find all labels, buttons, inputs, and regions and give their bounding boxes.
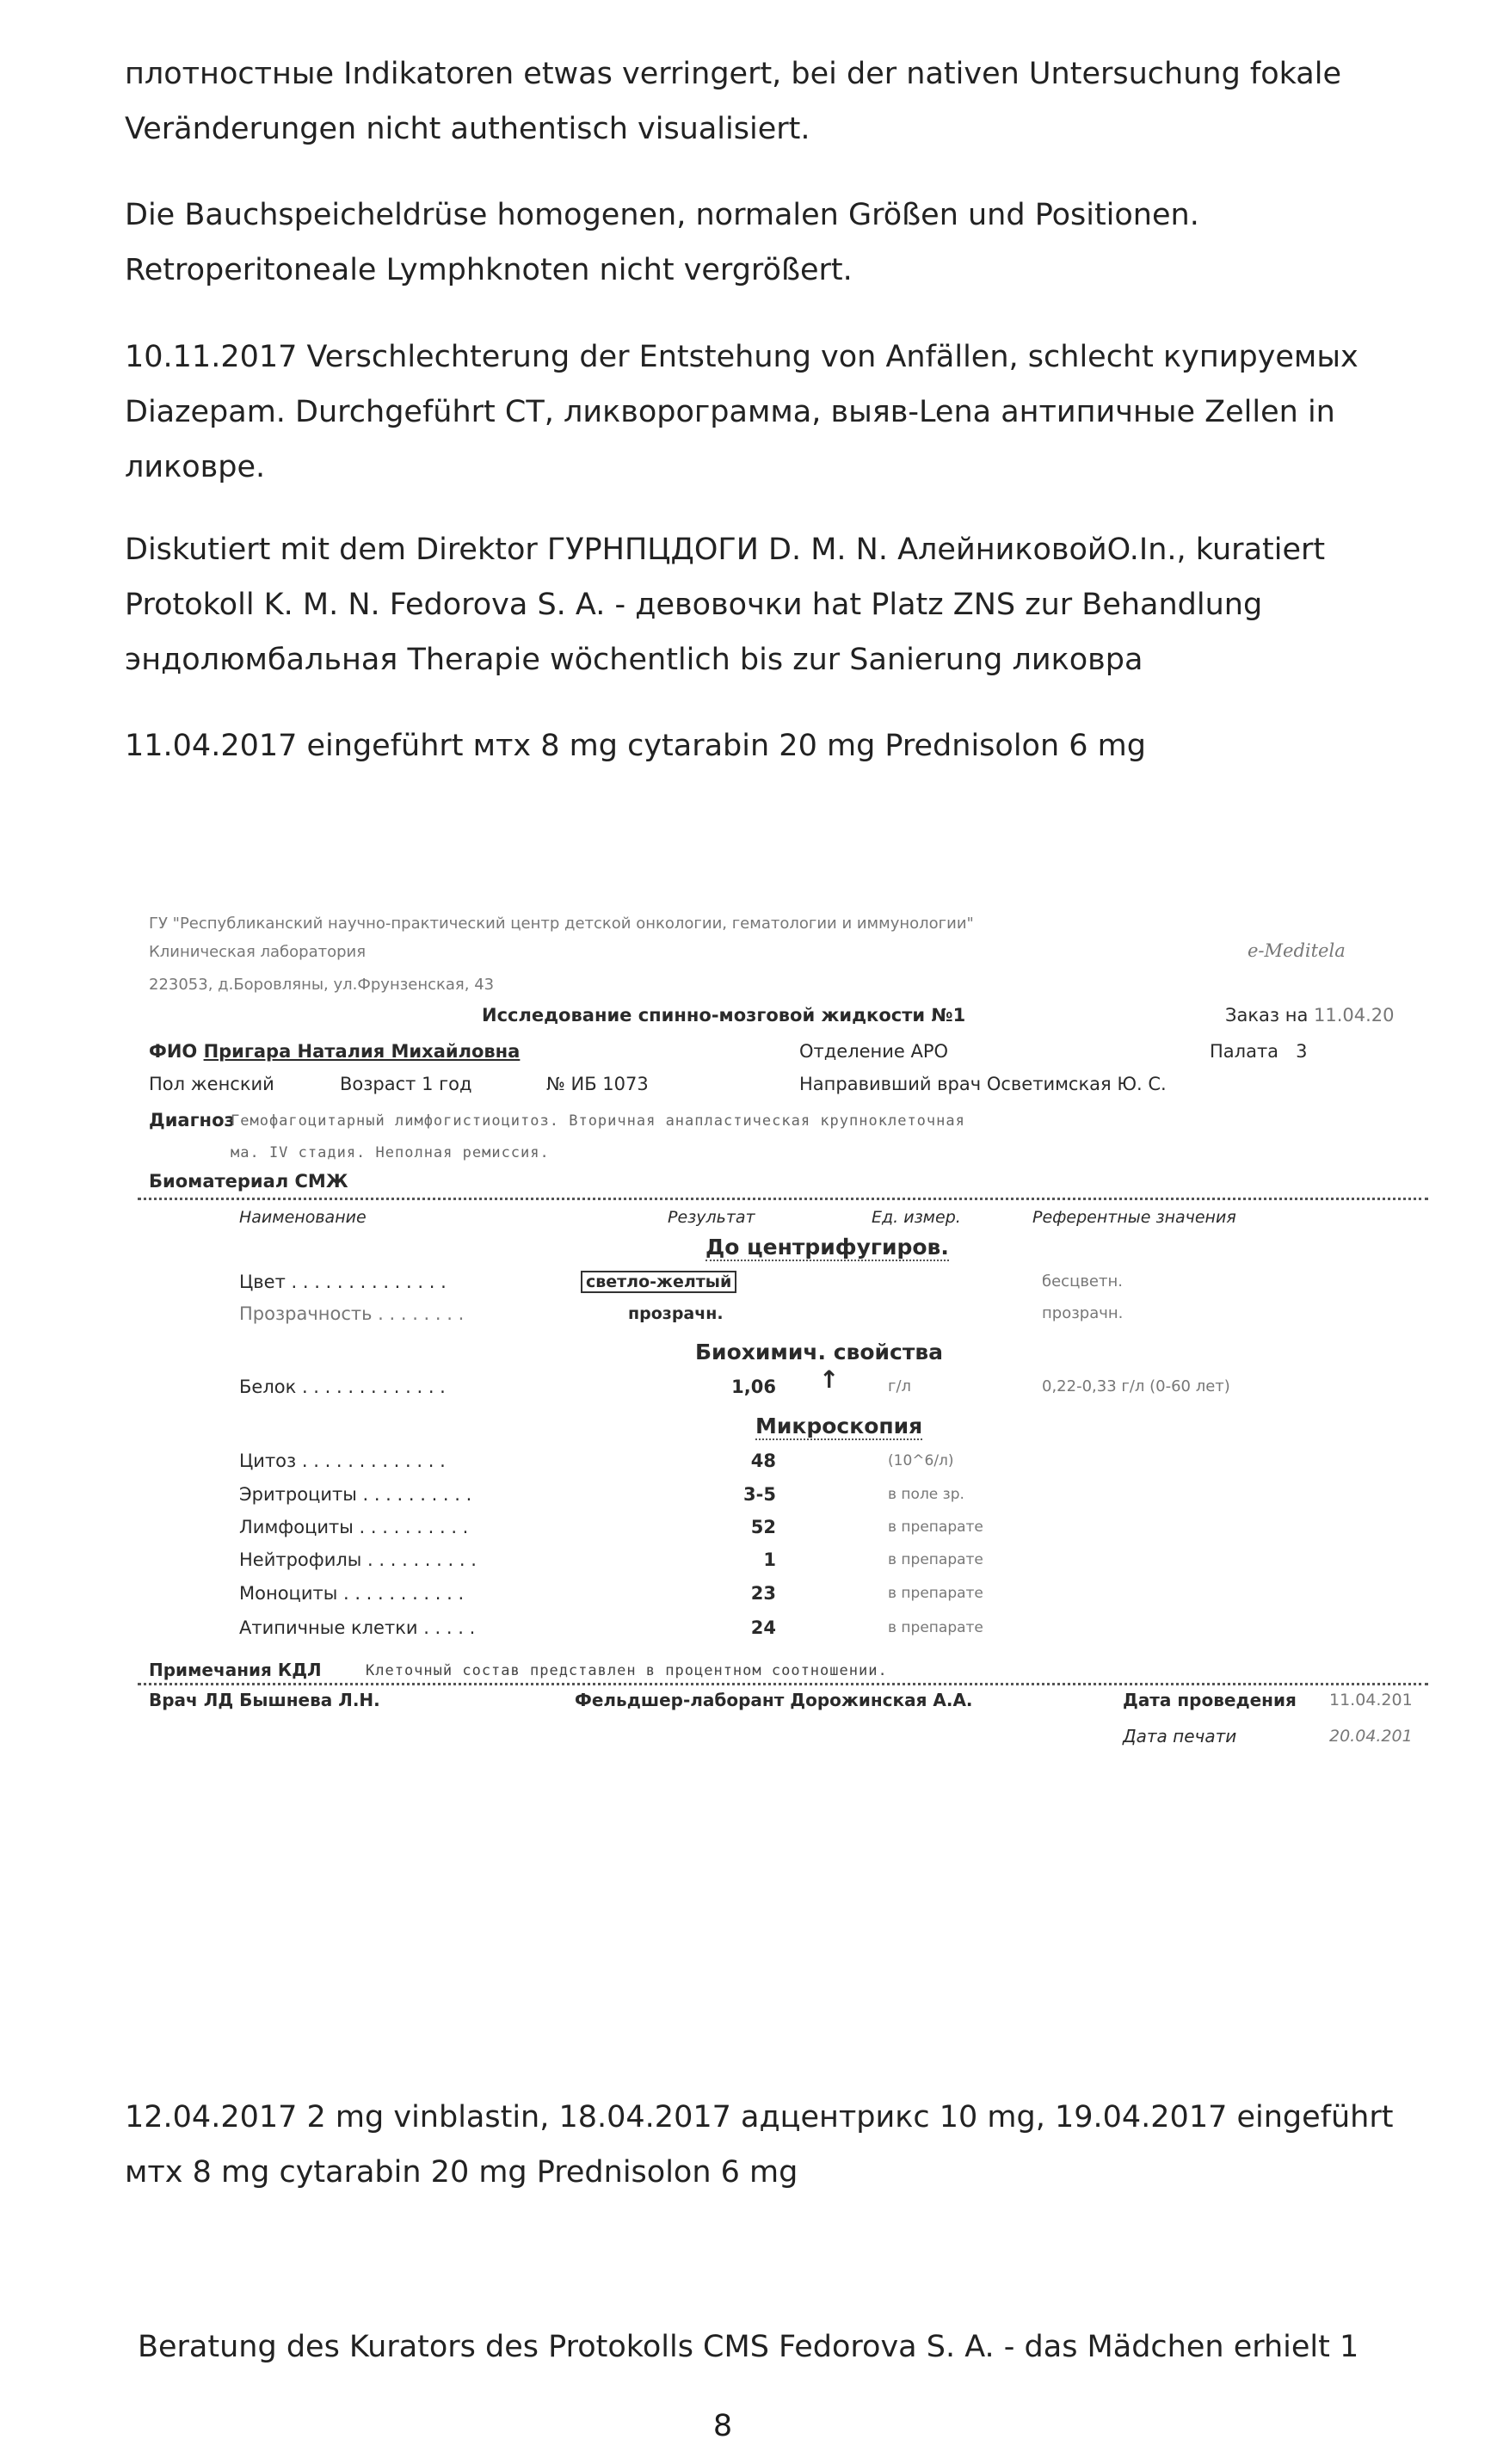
paragraph-consultation xyxy=(138,2319,1359,2375)
patient-name: Пригара Наталия Михайловна xyxy=(203,1041,521,1062)
text-line: 10.11.2017 Verschlechterung der Entstehung von Anfällen, schlecht купируемых xyxy=(125,340,1359,374)
text-line: Protokoll K. M. N. Fedorova S. A. - девовочки hat Platz ZNS zur Behandlung xyxy=(125,588,1263,622)
column-header-name: Наименование xyxy=(239,1208,367,1227)
section-title: Микроскопия xyxy=(755,1414,923,1438)
lab-address: 223053, д.Боровляны, ул.Фрунзенская, 43 xyxy=(149,976,495,994)
biomaterial: Биоматериал СМЖ xyxy=(149,1171,348,1192)
divider xyxy=(138,1198,1428,1200)
row-name: Моноциты . . . . . . . . . . . xyxy=(239,1583,465,1604)
text-line: 11.04.2017 eingeführt мтх 8 mg cytarabin 20 mg Prednisolon 6 mg xyxy=(125,729,1146,763)
row-unit: в препарате xyxy=(888,1551,983,1568)
patient-sex: Пол женский xyxy=(149,1074,274,1094)
diagnosis-line: ма. IV стадия. Неполная ремиссия. xyxy=(231,1144,550,1161)
row-reference: бесцветн. xyxy=(1042,1272,1123,1291)
text-line: плотностные Indikatoren etwas verringert, bei der nativen Untersuchung fokale xyxy=(125,57,1342,91)
column-header-result: Результат xyxy=(668,1208,755,1227)
lab-assistant: Фельдшер-лаборант Дорожинская А.А. xyxy=(575,1690,973,1710)
row-result: 24 xyxy=(750,1617,776,1638)
text-line: Retroperitoneale Lymphknoten nicht vergrößert. xyxy=(125,253,853,287)
order-info xyxy=(1225,1003,1395,1027)
referring-doctor: Направивший врач Осветимская Ю. С. xyxy=(799,1074,1167,1094)
text-line: Die Bauchspeicheldrüse homogenen, normalen Größen und Positionen. xyxy=(125,198,1199,232)
row-name: Эритроциты . . . . . . . . . . xyxy=(239,1484,472,1505)
date-printed: 20.04.201 xyxy=(1329,1727,1413,1746)
notes-text: Клеточный состав представлен в процентном соотношении. xyxy=(366,1662,888,1679)
report-title: Исследование спинно-мозговой жидкости №1 xyxy=(482,1005,966,1026)
row-unit: в препарате xyxy=(888,1619,983,1636)
doctor: Врач ЛД Бышнева Л.Н. xyxy=(149,1690,380,1710)
text-line: Beratung des Kurators des Protokolls CMS Fedorova S. A. - das Mädchen erhielt 1 xyxy=(138,2330,1359,2364)
lab-name: Клиническая лаборатория xyxy=(149,943,367,961)
date-printed-label: Дата печати xyxy=(1123,1726,1237,1746)
paragraph-treatment-2 xyxy=(125,2090,1393,2200)
notes-label: Примечания КДЛ xyxy=(149,1660,322,1680)
text-line: эндолюмбальная Therapie wöchentlich bis zur Sanierung ликовра xyxy=(125,643,1143,677)
divider xyxy=(138,1683,1428,1685)
row-result: прозрачн. xyxy=(628,1304,724,1323)
text-line: Veränderungen nicht authentisch visualisiert. xyxy=(125,112,810,146)
case-number: № ИБ 1073 xyxy=(546,1074,649,1094)
column-header-reference: Референтные значения xyxy=(1032,1208,1236,1227)
row-name: Цитоз . . . . . . . . . . . . . xyxy=(239,1451,446,1471)
section-title: Биохимич. свойства xyxy=(695,1340,944,1364)
row-unit: (10^6/л) xyxy=(888,1452,954,1469)
text-line: ликовре. xyxy=(125,450,266,484)
lab-institution: ГУ "Республиканский научно-практический центр детской онкологии, гематологии и иммунологии" xyxy=(149,915,974,933)
row-unit: в поле зр. xyxy=(888,1486,964,1503)
date-performed-label: Дата проведения xyxy=(1123,1690,1297,1710)
row-unit: в препарате xyxy=(888,1518,983,1536)
text-line: мтх 8 mg cytarabin 20 mg Prednisolon 6 mg xyxy=(125,2155,798,2190)
diagnosis-label: Диагноз xyxy=(149,1110,235,1130)
lab-logo: e-Meditela xyxy=(1248,940,1346,961)
order-date: 11.04.20 xyxy=(1314,1005,1395,1026)
row-result: 3-5 xyxy=(743,1484,776,1505)
row-result: 52 xyxy=(750,1517,776,1537)
order-label: Заказ на xyxy=(1225,1005,1309,1026)
date-performed: 11.04.201 xyxy=(1329,1691,1413,1709)
section-title: До центрифугиров. xyxy=(705,1235,949,1260)
patient-age: Возраст 1 год xyxy=(340,1074,472,1094)
diagnosis-line: Гемофагоцитарный лимфогистиоцитоз. Вторичная анапластическая крупноклеточная xyxy=(231,1112,965,1130)
row-name: Прозрачность . . . . . . . . xyxy=(239,1303,465,1324)
text-line: Diskutiert mit dem Direktor ГУРНПЦДОГИ D. M. N. АлейниковойO.In., kuratiert xyxy=(125,533,1326,567)
page-number: 8 xyxy=(712,2409,733,2443)
patient-fio xyxy=(149,1039,520,1063)
row-result: 1 xyxy=(763,1549,776,1570)
text-line: Diazepam. Durchgeführt CT, ликворограмма, выяв-Lena антипичные Zellen in xyxy=(125,395,1335,429)
row-reference: прозрачн. xyxy=(1042,1304,1124,1322)
row-result: светло-желтый xyxy=(581,1270,736,1294)
row-result: 1,06 xyxy=(731,1377,776,1397)
increase-arrow-icon: ↑ xyxy=(819,1365,840,1394)
row-unit: г/л xyxy=(888,1377,912,1395)
row-name: Лимфоциты . . . . . . . . . . xyxy=(239,1517,469,1537)
fio-label: ФИО xyxy=(149,1041,198,1062)
row-unit: в препарате xyxy=(888,1585,983,1602)
ward-label: Палата xyxy=(1210,1041,1279,1062)
row-result: 23 xyxy=(750,1583,776,1604)
row-name: Цвет . . . . . . . . . . . . . . xyxy=(239,1272,447,1292)
department: Отделение АРО xyxy=(799,1041,949,1062)
row-name: Белок . . . . . . . . . . . . . xyxy=(239,1377,446,1397)
row-result: 48 xyxy=(750,1451,776,1471)
row-name: Нейтрофилы . . . . . . . . . . xyxy=(239,1549,477,1570)
row-reference: 0,22-0,33 г/л (0-60 лет) xyxy=(1042,1377,1230,1395)
ward xyxy=(1210,1039,1307,1063)
text-line: 12.04.2017 2 mg vinblastin, 18.04.2017 адцентрикс 10 mg, 19.04.2017 eingeführt xyxy=(125,2100,1394,2134)
ward-number: 3 xyxy=(1296,1041,1308,1062)
column-header-unit: Ед. измер. xyxy=(872,1208,961,1227)
row-name: Атипичные клетки . . . . . xyxy=(239,1617,476,1638)
